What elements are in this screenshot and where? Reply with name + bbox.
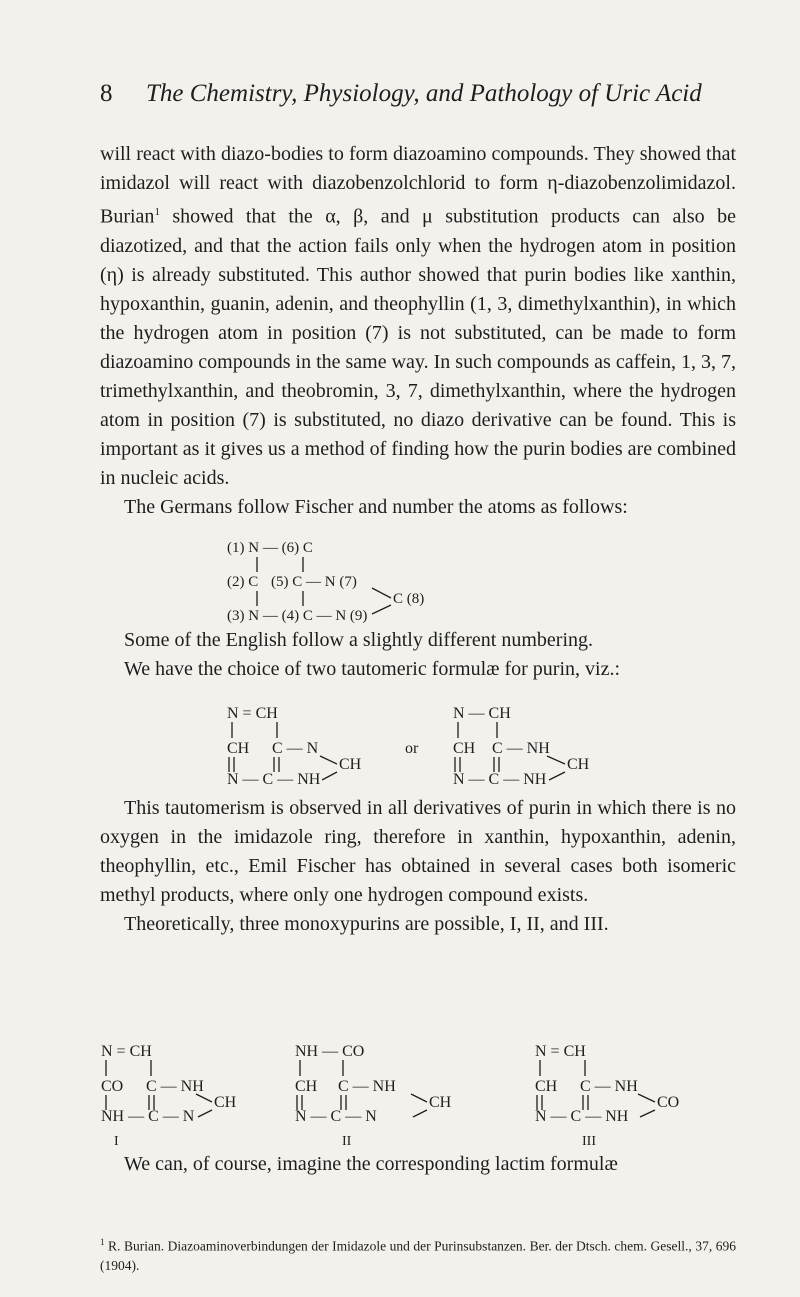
tautomer-a-row-3: N — C — NH <box>227 771 321 788</box>
monoxypurin-II-row-2a: CH <box>295 1078 318 1095</box>
monoxypurin-I-row-2b: C — NH <box>146 1078 204 1095</box>
running-title: The Chemistry, Physiology, and Pathology of Uric Acid <box>146 80 702 107</box>
paragraph-tautomerism: This tautomerism is observed in all derivatives of purin in which there is no oxygen in the imidazole ring, therefore in xanthin, hypoxanthin, adenin, theophyllin, etc., Emil Fischer has obtained in several cases both isomeric methyl products, where only one hydrogen compound exists. <box>100 797 736 906</box>
formula-row-2b: (5) C — N (7) <box>271 574 357 590</box>
monoxypurin-I-label: I <box>114 1134 119 1149</box>
monoxypurin-III <box>535 1043 679 1149</box>
tautomer-b-side: CH <box>567 756 590 773</box>
monoxypurin-I-row-3: NH — C — N <box>101 1108 195 1125</box>
footnote-text: R. Burian. Diazoaminoverbindungen der Imidazole und der Purinsubstanzen. Ber. der Dtsch. chem. Gesell., 37, 696 (1904). <box>100 1238 736 1273</box>
monoxypurin-II-row-2b: C — NH <box>338 1078 396 1095</box>
monoxypurin-III-row-2a: CH <box>535 1078 558 1095</box>
body-text-block-4 <box>100 1150 736 1179</box>
footnote <box>100 1233 736 1275</box>
formula-side: C (8) <box>393 591 425 607</box>
monoxypurin-I-row-2a: CO <box>101 1078 124 1095</box>
monoxypurin-II <box>295 1043 452 1149</box>
monoxypurin-III-label: III <box>582 1134 596 1149</box>
formula-row-1: (1) N — (6) C <box>227 540 313 556</box>
tautomer-a-row-2a: CH <box>227 740 250 757</box>
monoxypurin-II-side: CH <box>429 1094 452 1111</box>
tautomer-b-row-2b: C — NH <box>492 740 550 757</box>
monoxypurin-II-label: II <box>342 1134 352 1149</box>
tautomer-a-row-1: N = CH <box>227 705 278 722</box>
formula-row-3: (3) N — (4) C — N (9) <box>227 608 368 624</box>
tautomer-a-row-2b: C — N <box>272 740 319 757</box>
monoxypurin-III-side: CO <box>657 1094 680 1111</box>
tautomer-b-row-3: N — C — NH <box>453 771 547 788</box>
formula-row-2a: (2) C <box>227 574 259 590</box>
paragraph-diazo-start: will react with diazo-bodies to form diazoamino compounds. They showed that imidazol will react with diazobenzolchlorid to form η-diazobenzolimidazol. Burian <box>100 143 736 228</box>
page-number: 8 <box>100 80 113 107</box>
tautomer-b-row-1: N — CH <box>453 705 511 722</box>
paragraph-fischer-numbering: The Germans follow Fischer and number the atoms as follows: <box>124 495 628 518</box>
monoxypurin-I-side: CH <box>214 1094 237 1111</box>
monoxypurin-II-row-1: NH — CO <box>295 1043 365 1060</box>
monoxypurin-II-row-3: N — C — N <box>295 1108 377 1125</box>
monoxypurin-III-row-3: N — C — NH <box>535 1108 629 1125</box>
monoxypurin-I <box>101 1043 237 1149</box>
paragraph-diazo-rest: showed that the α, β, and μ substitution products can also be diazotized, and that the action fails only when the hydrogen atom in position (η) is already substituted. This author showed that purin bodies like xanthin, hypoxanthin, guanin, adenin, and theophyllin (1, 3, dimethylxanthin), in which the hydrogen atom in position (7) is not substituted, can be made to form diazoamino compounds in the same way. In such compounds as caffein, 1, 3, 7, trimethylxanthin, and theobromin, 3, 7, dimethylxanthin, where the hydrogen atom in position (7) is substituted, no diazo derivative can be found. This is important as it gives us a method of finding how the purin bodies are combined in nucleic acids. <box>100 205 736 489</box>
monoxypurin-III-row-2b: C — NH <box>580 1078 638 1095</box>
footnote-mark: 1 <box>154 206 160 218</box>
tautomer-b-row-2a: CH <box>453 740 476 757</box>
paragraph-english-numbering: Some of the English follow a slightly different numbering. <box>124 629 594 651</box>
paragraph-lactim: We can, of course, imagine the corresponding lactim formulæ <box>124 1153 618 1175</box>
tautomer-or: or <box>405 740 419 757</box>
paragraph-monoxypurins: Theoretically, three monoxypurins are possible, I, II, and III. <box>124 913 609 935</box>
tautomer-a-side: CH <box>339 756 362 773</box>
paragraph-tautomers: We have the choice of two tautomeric formulæ for purin, viz.: <box>124 658 621 680</box>
monoxypurin-III-row-1: N = CH <box>535 1043 586 1060</box>
monoxypurin-I-row-1: N = CH <box>101 1043 152 1060</box>
footnote-number: 1 <box>100 1237 105 1247</box>
